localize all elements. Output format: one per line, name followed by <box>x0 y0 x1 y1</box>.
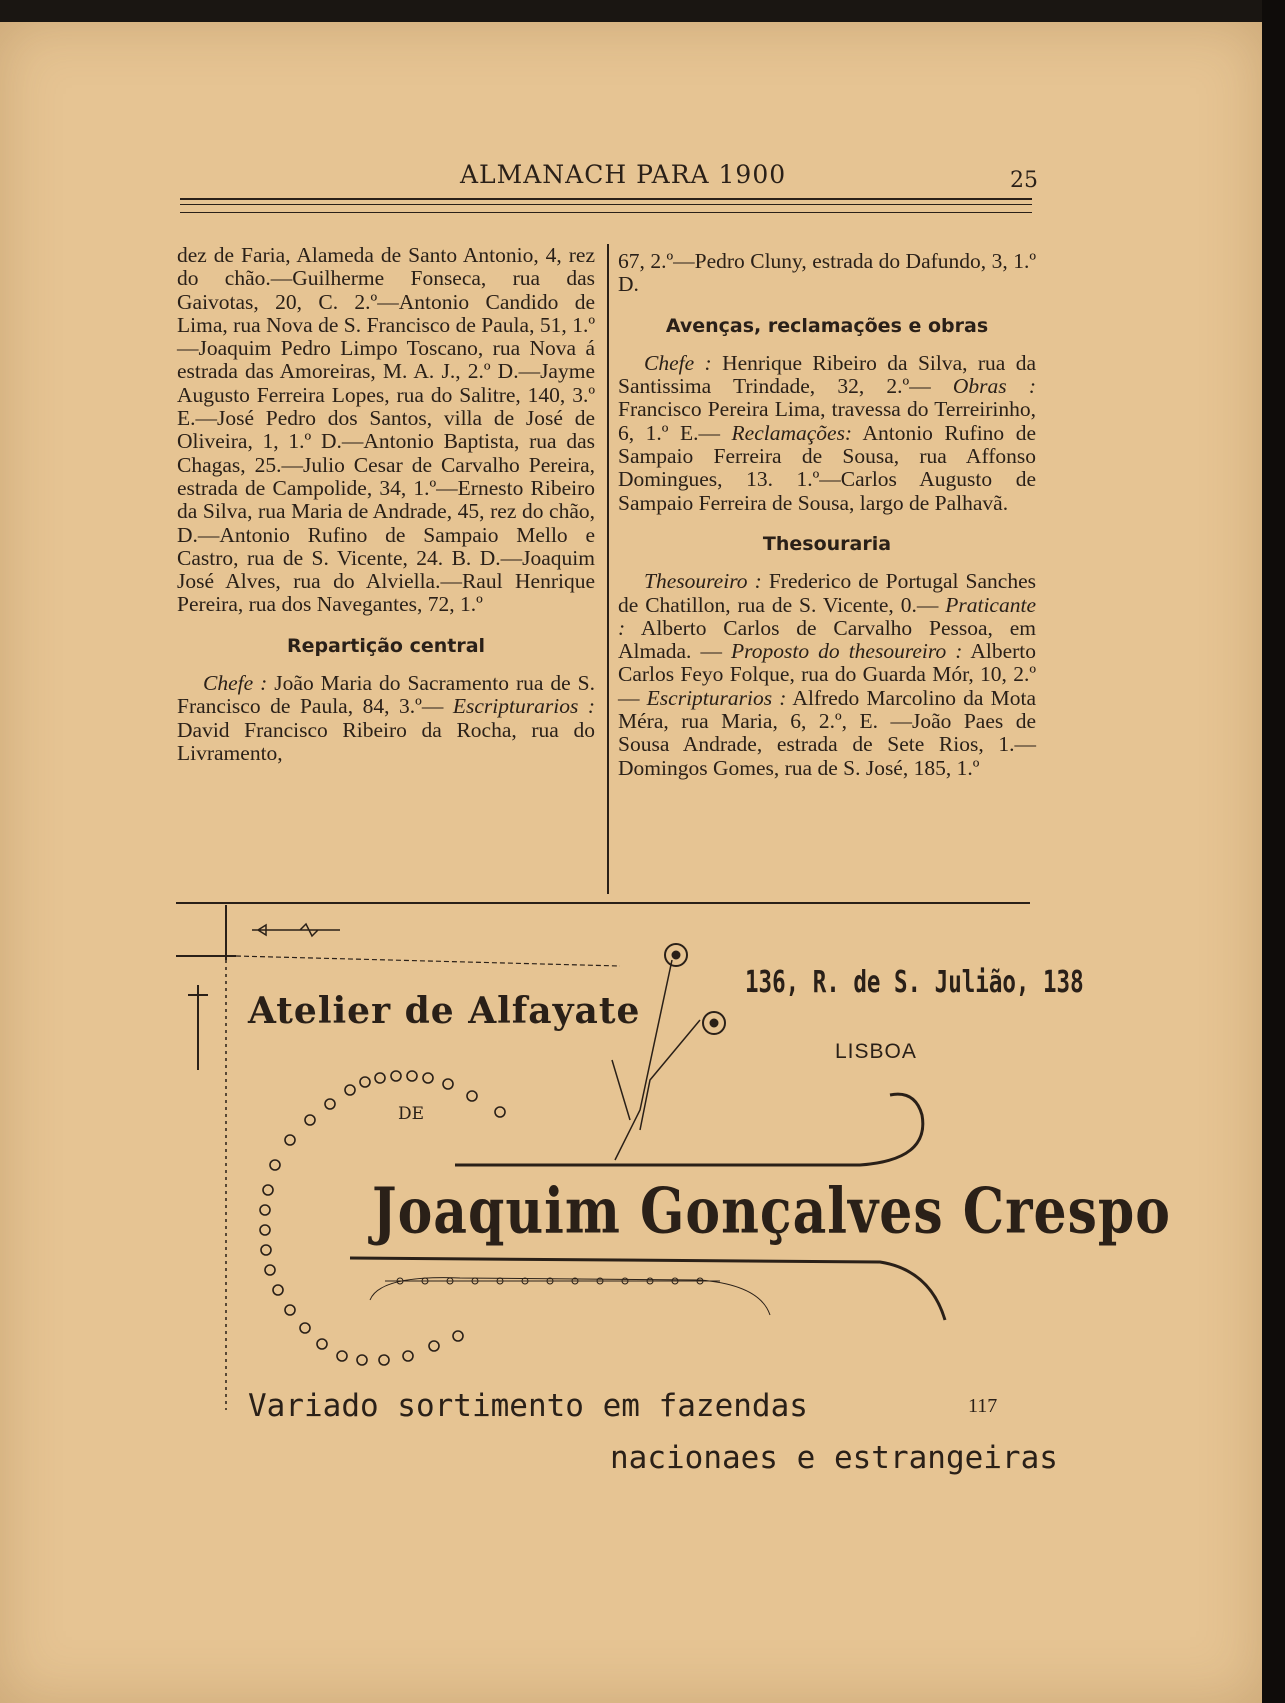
s2-thesoureiro-label: Thesoureiro : <box>644 569 762 594</box>
advert-tailor-name: Joaquim Gonçalves Crespo <box>372 1175 1171 1249</box>
escrip-label: Escripturarios : <box>452 694 596 719</box>
s1-chefe-label: Chefe : <box>644 350 712 375</box>
s2-praticante-label: Praticante : <box>618 592 1036 640</box>
ad-chain-ornament <box>385 1278 720 1284</box>
s2-escripturarios-text: Alfredo Marcolino da Mota Méra, rua Maria, 6, 2.º, E. —João Paes de Sousa Andrade, estrada de Sete Rios, 1.—Domingos Gomes, rua de S. José, 185, 1.º <box>618 685 1037 780</box>
section-heading-avencas: Avenças, reclamações e obras <box>665 314 989 337</box>
s2-praticante-text: Alberto Carlos de Carvalho Pessoa, em Almada. — <box>618 615 1036 664</box>
ad-frame-top-dashed <box>236 956 620 966</box>
ad-flower-2-center <box>710 1019 718 1027</box>
right-continued-text: 67, 2.º—Pedro Cluny, estrada do Dafundo, 3, 1.º D. <box>618 249 1036 297</box>
advert-tagline-1: Variado sortimento em fazendas <box>248 1388 808 1424</box>
s2-proposto-text: Alberto Carlos Feyo Folque, rua do Guarda Mór, 10, 2.º— <box>618 639 1036 710</box>
chefe-label: Chefe : <box>203 671 268 696</box>
advert-tagline-2: nacionaes e estrangeiras <box>610 1440 1058 1476</box>
running-header-title: ALMANACH PARA 1900 <box>460 160 787 189</box>
ad-flourish-top <box>252 924 340 936</box>
advert-city: LISBOA <box>835 1040 917 1063</box>
ad-swash-thin <box>370 1278 770 1315</box>
advert-plate-number: 117 <box>968 1395 998 1417</box>
s1-obras-text: Francisco Pereira Lima, travessa do Terreirinho, 6, 1.º E.— <box>618 397 1036 445</box>
advert-de: DE <box>398 1104 425 1124</box>
ad-swash-upper <box>455 1094 923 1165</box>
s1-chefe-text: Henrique Ribeiro da Silva, rua da Santissima Trindade, 32, 2.º— <box>618 350 1036 399</box>
chefe-text: João Maria do Sacramento rua de S. Francisco de Paula, 84, 3.º— <box>177 671 595 719</box>
ad-leaf-1 <box>612 1060 630 1120</box>
advert-address: 136, R. de S. Julião, 138 <box>745 965 1084 1000</box>
s2-thesoureiro-text: Frederico de Portugal Sanches de Chatillon, rua de S. Vicente, 0.— <box>618 569 1037 617</box>
escrip-text: David Francisco Ribeiro da Rocha, rua do Livramento, <box>177 717 595 765</box>
s2-escripturarios-label: Escripturarios : <box>646 685 787 710</box>
left-continued-text: dez de Faria, Alameda de Santo Antonio, 4, rez do chão.—Guilherme Fonseca, rua das Gaivotas, 20, C. 2.º—Antonio Candido de Lima, rua Nova de S. Francisco de Paula, 51, 1.º—Joaquim Pedro Limpo Toscano, rua Nova á estrada das Amoreiras, M. A. J., 2.º D.—Jayme Augusto Ferreira Lopes, rua do Salitre, 140, 3.º E.—José Pedro dos Santos, villa de José de Oliveira, 1, 1.º D.—Antonio Baptista, rua das Chagas, 25.—Julio Cesar de Carvalho Pereira, estrada de Campolide, 34, 1.º—Ernesto Ribeiro da Silva, rua Maria de Andrade, 45, rez do chão, D.—Antonio Rufino de Sampaio Mello e Castro, rua de S. Vicente, 24. B. D.—Joaquim José Alves, rua do Alviella.—Raul Henrique Pereira, rua dos Navegantes, 72, 1.º <box>177 243 595 617</box>
ad-flower-1-center <box>672 951 680 959</box>
s1-reclamacoes-label: Reclamações: <box>731 420 853 445</box>
ad-swash-lower <box>350 1258 945 1320</box>
advert-title: Atelier de Alfayate <box>248 990 641 1032</box>
s1-reclamacoes-text: Antonio Rufino de Sampaio Ferreira de Sousa, rua Affonso Domingues, 13. 1.º—Carlos Augusto de Sampaio Ferreira de Sousa, largo de Palhavã. <box>618 420 1036 515</box>
s1-obras-label: Obras : <box>952 374 1037 399</box>
ad-flower-stem-2 <box>640 1020 700 1130</box>
page-number: 25 <box>1010 168 1038 193</box>
section-heading-reparticao: Repartição central <box>286 634 486 657</box>
s2-proposto-label: Proposto do thesoureiro : <box>731 639 963 664</box>
section-heading-thesouraria: Thesouraria <box>762 532 892 555</box>
